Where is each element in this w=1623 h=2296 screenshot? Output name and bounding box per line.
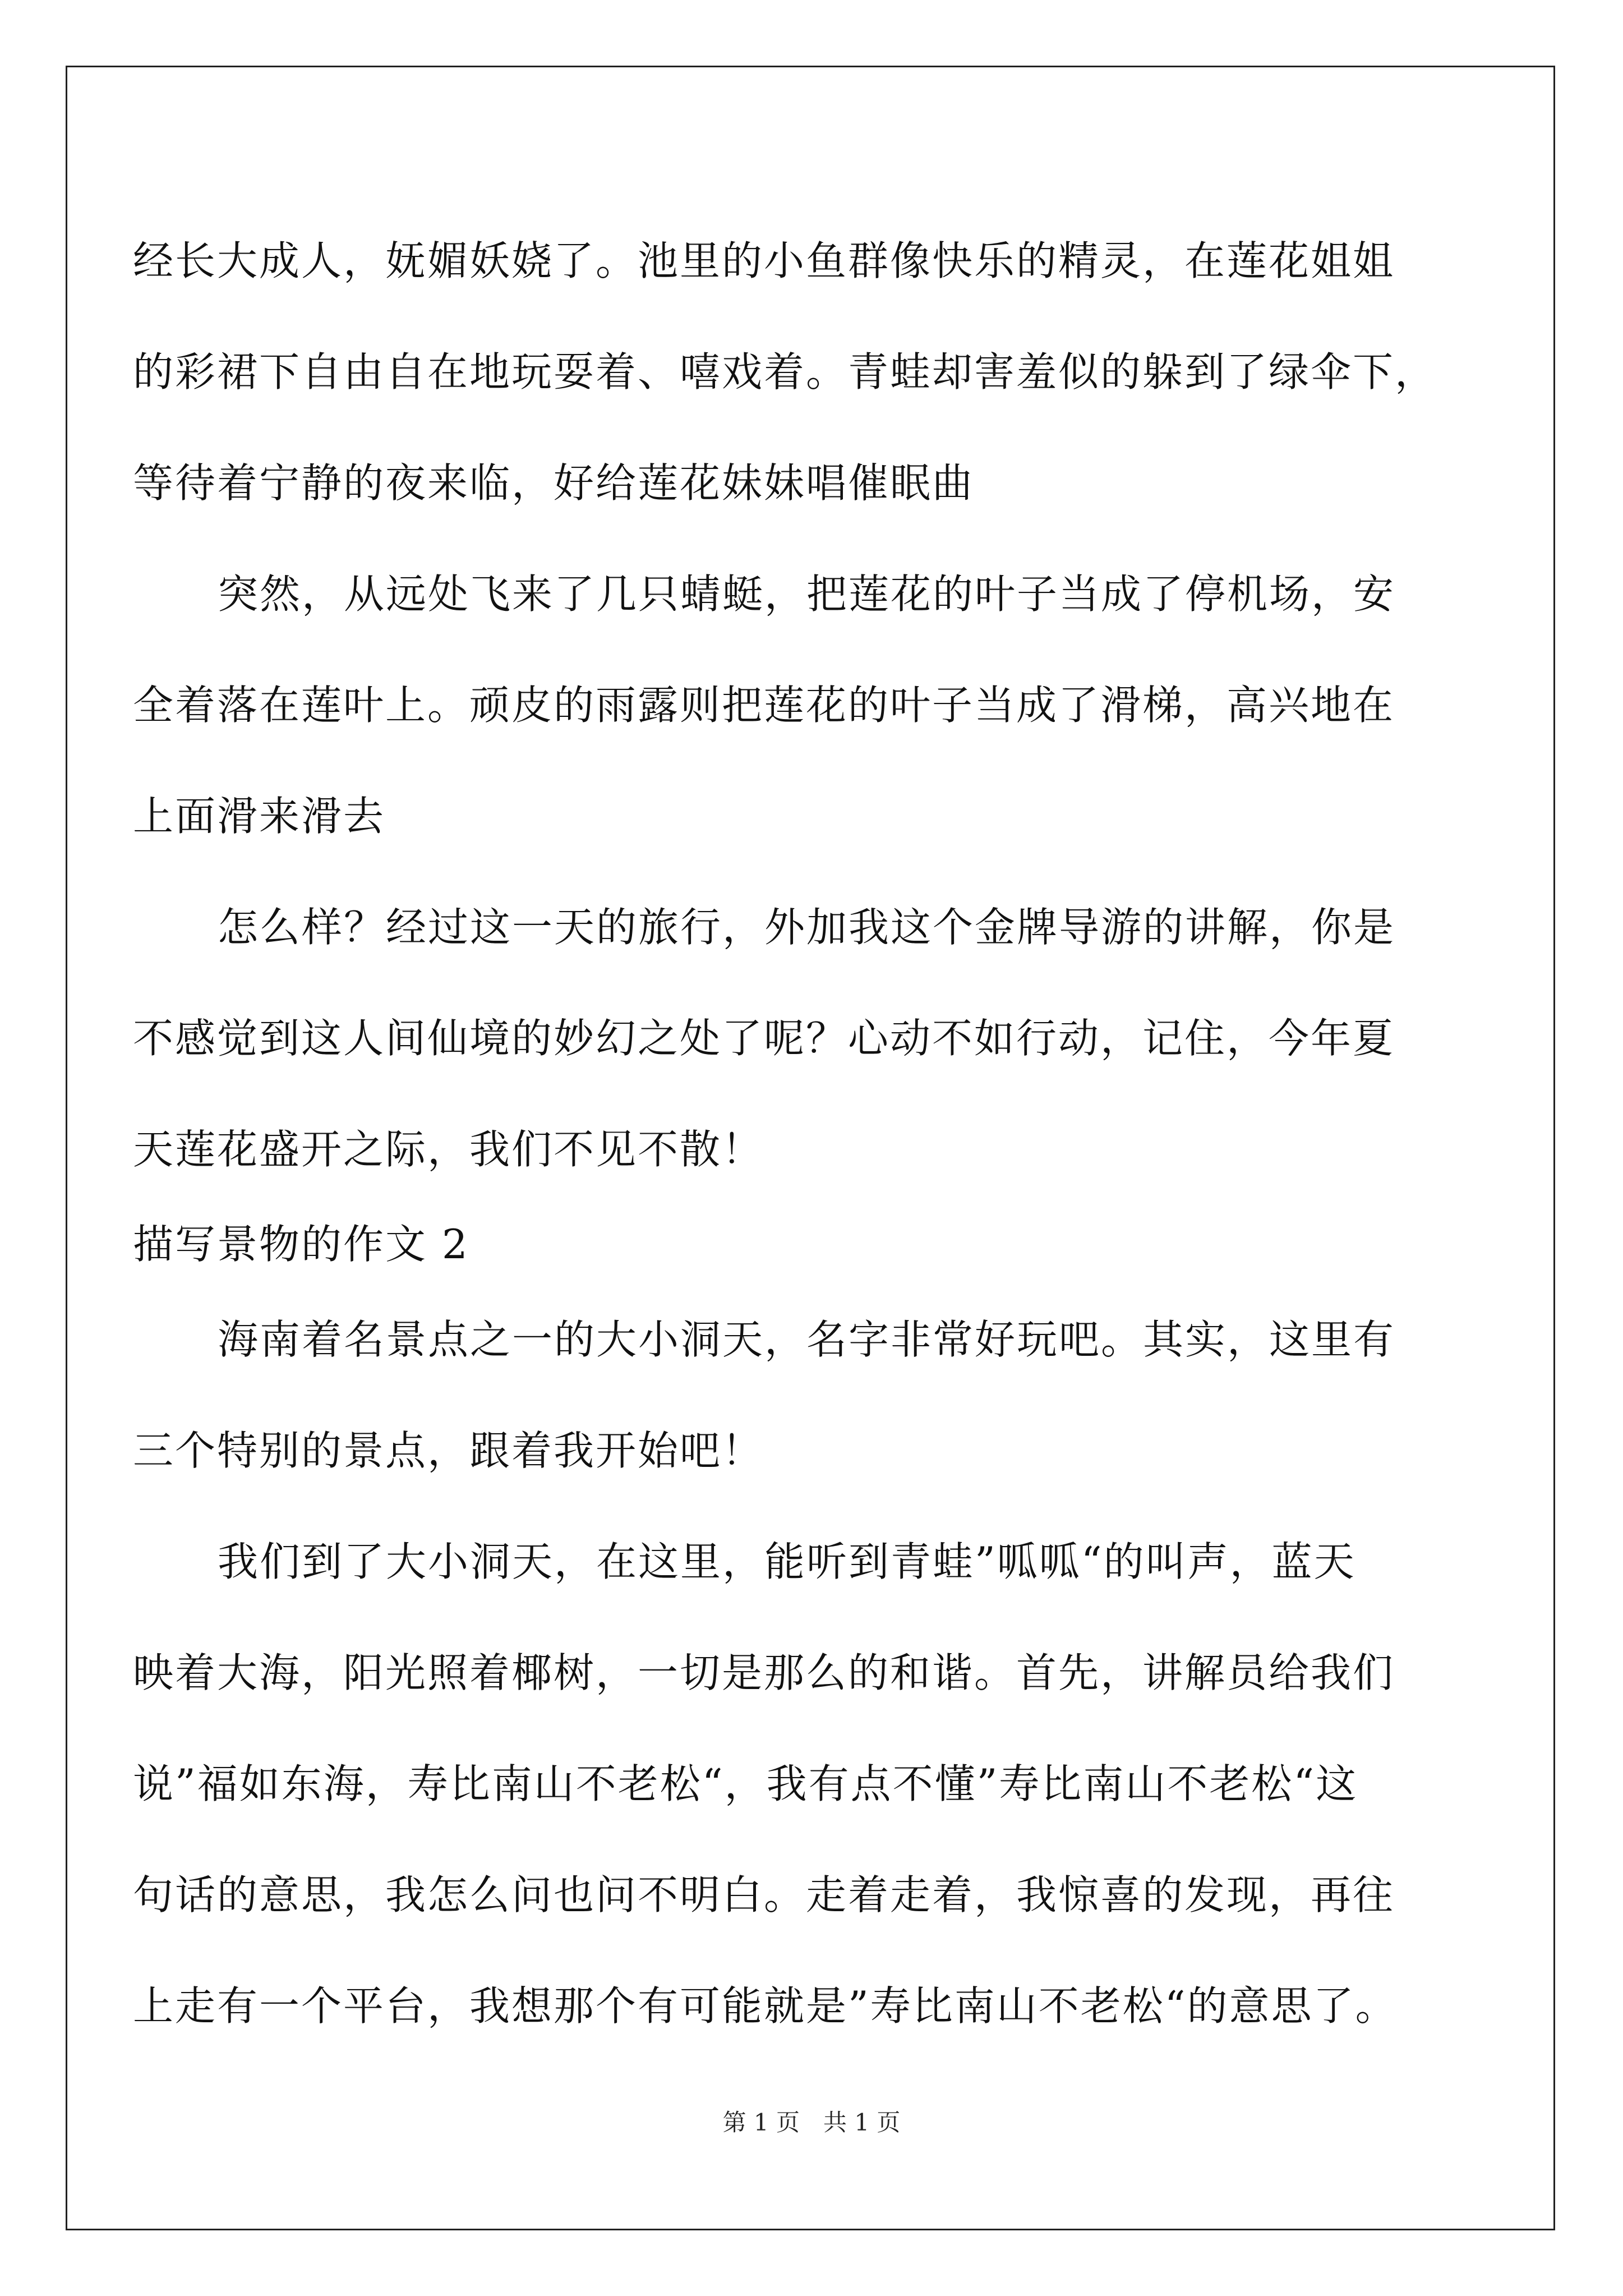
text-line: 经长大成人，妩媚妖娆了。池里的小鱼群像快乐的精灵，在莲花姐姐 bbox=[133, 237, 1395, 284]
text-line: 上走有一个平台，我想那个有可能就是”寿比南山不老松“的意思了。 bbox=[133, 1982, 1398, 2030]
page-number: 第 1 页 共 1 页 bbox=[722, 2109, 901, 2136]
text-line: 上面滑来滑去 bbox=[133, 793, 386, 840]
paragraph-start-line: 怎么样？经过这一天的旅行，外加我这个金牌导游的讲解，你是 bbox=[218, 904, 1396, 951]
text-line: 不感觉到这人间仙境的妙幻之处了呢？心动不如行动，记住，今年夏 bbox=[133, 1015, 1395, 1062]
text-line: 句话的意思，我怎么问也问不明白。走着走着，我惊喜的发现，再往 bbox=[133, 1871, 1395, 1918]
text-line: 全着落在莲叶上。顽皮的雨露则把莲花的叶子当成了滑梯，高兴地在 bbox=[133, 682, 1395, 729]
paragraph-start-line: 我们到了大小洞天，在这里，能听到青蛙”呱呱“的叫声，蓝天 bbox=[218, 1538, 1356, 1585]
paragraph-start-line: 海南着名景点之一的大小洞天，名字非常好玩吧。其实，这里有 bbox=[218, 1316, 1396, 1363]
text-line: 等待着宁静的夜来临，好给莲花妹妹唱催眠曲 bbox=[133, 459, 975, 507]
text-line: 的彩裙下自由自在地玩耍着、嘻戏着。青蛙却害羞似的躲到了绿伞下， bbox=[133, 348, 1437, 395]
text-line: 天莲花盛开之际，我们不见不散！ bbox=[133, 1126, 764, 1173]
section-heading: 描写景物的作文 2 bbox=[133, 1221, 469, 1268]
paragraph-start-line: 突然，从远处飞来了几只蜻蜓，把莲花的叶子当成了停机场，安 bbox=[218, 570, 1396, 618]
text-line: 说”福如东海，寿比南山不老松“，我有点不懂”寿比南山不老松“这 bbox=[133, 1760, 1358, 1807]
text-line: 三个特别的景点，跟着我开始吧！ bbox=[133, 1427, 764, 1474]
text-line: 映着大海，阳光照着椰树，一切是那么的和谐。首先，讲解员给我们 bbox=[133, 1649, 1395, 1696]
